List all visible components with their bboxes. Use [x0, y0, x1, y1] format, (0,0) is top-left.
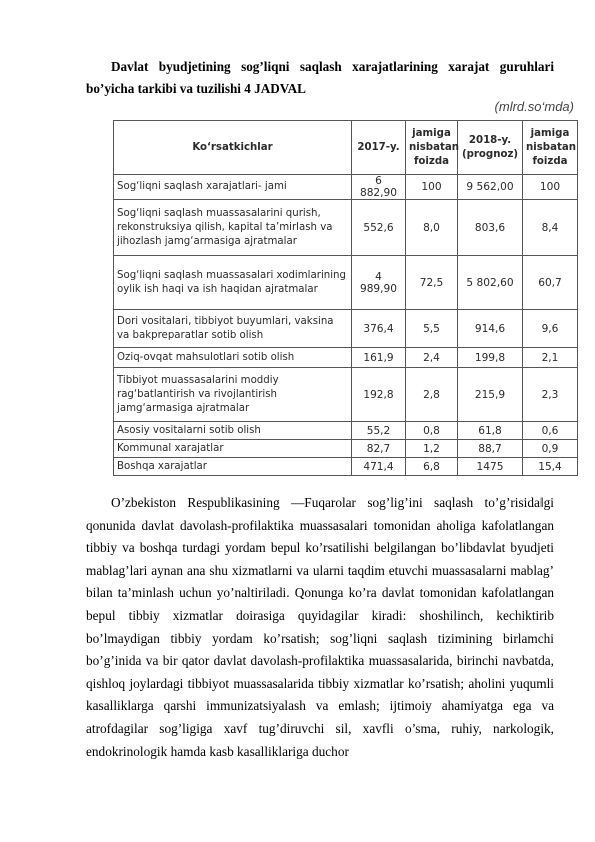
table-row: [114, 348, 578, 368]
value-2018: 61,8: [458, 422, 523, 440]
value-2017: 161,9: [352, 348, 406, 368]
header-indicators: Ko‘rsatkichlar: [114, 121, 352, 175]
row-label: Tibbiyot muassasalarini moddiy rag‘batlantirish va rivojlantirish jamg‘armasiga ajratmalar: [114, 368, 352, 422]
share-2018: 0,6: [523, 422, 578, 440]
share-2018: 0,9: [523, 440, 578, 458]
value-2018: 803,6: [458, 200, 523, 256]
table-row: [114, 175, 578, 200]
share-2018: 9,6: [523, 310, 578, 348]
share-2017: 6,8: [406, 458, 458, 476]
value-2018: 914,6: [458, 310, 523, 348]
share-2017: 100: [406, 175, 458, 200]
value-2018: 215,9: [458, 368, 523, 422]
share-2017: 72,5: [406, 256, 458, 310]
value-2017: 82,7: [352, 440, 406, 458]
row-label: Dori vositalari, tibbiyot buyumlari, vaksina va bakpreparatlar sotib olish: [114, 310, 352, 348]
row-label: Asosiy vositalarni sotib olish: [114, 422, 352, 440]
share-2017: 5,5: [406, 310, 458, 348]
value-2017: 552,6: [352, 200, 406, 256]
row-label: Kommunal xarajatlar: [114, 440, 352, 458]
header-2017: 2017-y.: [352, 121, 406, 175]
row-label: Sog‘liqni saqlash xarajatlari- jami: [114, 175, 352, 200]
body-paragraph-block: [86, 492, 554, 763]
table-row: [114, 200, 578, 256]
header-share-2017: jamiga nisbatan foizda: [406, 121, 458, 175]
share-2017: 0,8: [406, 422, 458, 440]
value-2017: 471,4: [352, 458, 406, 476]
table-header-row: [114, 121, 578, 175]
header-2018: 2018-y. (prognoz): [458, 121, 523, 175]
share-2018: 15,4: [523, 458, 578, 476]
value-2018: 9 562,00: [458, 175, 523, 200]
value-2017: 4 989,90: [352, 256, 406, 310]
header-share-2018: jamiga nisbatan foizda: [523, 121, 578, 175]
share-2017: 1,2: [406, 440, 458, 458]
table-row: [114, 256, 578, 310]
value-2018: 199,8: [458, 348, 523, 368]
share-2018: 8,4: [523, 200, 578, 256]
table-row: [114, 440, 578, 458]
expenditure-table: [113, 120, 578, 476]
value-2018: 88,7: [458, 440, 523, 458]
value-2017: 55,2: [352, 422, 406, 440]
row-label: Sog‘liqni saqlash muassasalarini qurish, rekonstruksiya qilish, kapital ta’mirlash va jihozlash jamg‘armasiga ajratmalar: [114, 200, 352, 256]
table-row: [114, 368, 578, 422]
share-2018: 60,7: [523, 256, 578, 310]
share-2017: 8,0: [406, 200, 458, 256]
value-2017: 6 882,90: [352, 175, 406, 200]
value-2017: 376,4: [352, 310, 406, 348]
share-2017: 2,8: [406, 368, 458, 422]
table-row: [114, 310, 578, 348]
table-row: [114, 422, 578, 440]
value-2018: 1475: [458, 458, 523, 476]
share-2018: 100: [523, 175, 578, 200]
row-label: Sog‘liqni saqlash muassasalari xodimlarining oylik ish haqi va ish haqidan ajratmalar: [114, 256, 352, 310]
share-2018: 2,3: [523, 368, 578, 422]
row-label: Oziq-ovqat mahsulotlari sotib olish: [114, 348, 352, 368]
body-paragraph: O’zbekiston Respublikasining ―Fuqarolar sog’lig’ini saqlash to’g’risida‖gi qonunida davlat davolash-profilaktika muassasalari tomonidan aholiga kafolatlangan tibbiy va boshqa turdagi yordam bepul ko’rsatilishi belgilangan bo’libdavlat byudjeti mablag’lari aynan ana shu xizmatlarni va ularni taqdim etuvchi muassasalarni mablag’ bilan ta’minlash uchun yo’naltiriladi. Qonunga ko’ra davlat tomonidan kafolatlangan bepul tibbiy xizmatlar doirasiga quyidagilar kiradi: shoshilinch, kechiktirib bo’lmaydigan tibbiy yordam ko’rsatish; sog’liqni saqlash tizimining birlamchi bo’g’inida va bir qator davlat davolash-profilaktika muassasalarida, birinchi navbatda, qishloq joylardagi tibbiyot muassasalarida tibbiy xizmatlar ko’rsatish; aholini yuqumli kasalliklarga qarshi immunizatsiyalash va emlash; ijtimoiy ahamiyatga ega va atrofdagilar sog’ligiga xavf tug’diruvchi sil, xavfli o’sma, ruhiy, narkologik, endokrinologik hamda kasb kasalliklariga duchor: [86, 495, 554, 759]
table-row: [114, 458, 578, 476]
share-2017: 2,4: [406, 348, 458, 368]
unit-label: (mlrd.so‘mda): [494, 99, 574, 114]
value-2017: 192,8: [352, 368, 406, 422]
row-label: Boshqa xarajatlar: [114, 458, 352, 476]
value-2018: 5 802,60: [458, 256, 523, 310]
table-title: Davlat byudjetining sog’liqni saqlash xarajatlarining xarajat guruhlari bo’yicha tarkibi va tuzilishi 4 JADVAL: [86, 59, 554, 96]
share-2018: 2,1: [523, 348, 578, 368]
